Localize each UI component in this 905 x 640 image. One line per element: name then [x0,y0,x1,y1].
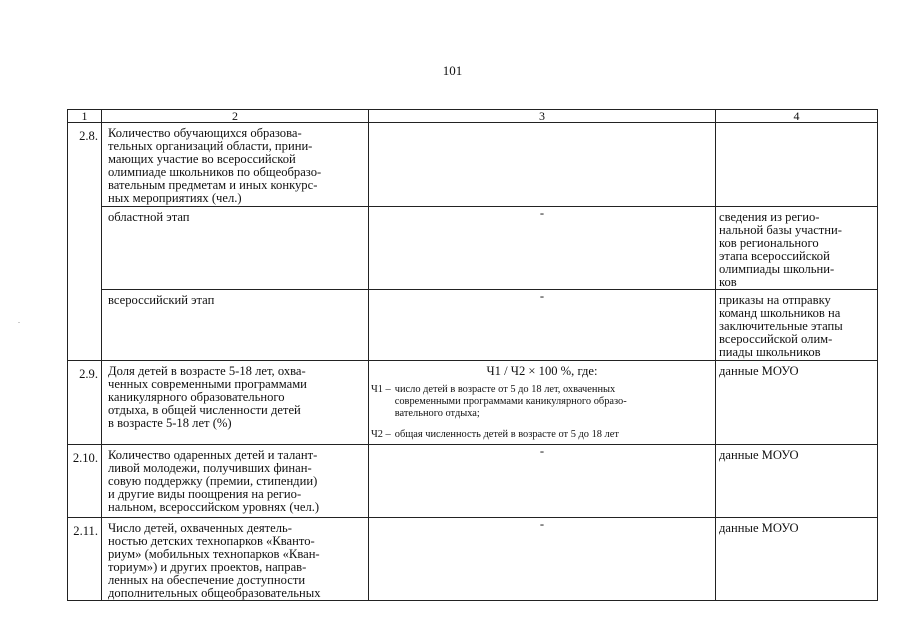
source-text: сведения из регио- нальной базы участни- ков регионального этапа всероссийской олимпиады школьни- ков [719,210,842,289]
subrow-label-cell [102,290,369,361]
indicator-cell [102,445,369,518]
definition-text: общая численность детей в возрасте от 5 до 18 лет [394,429,619,440]
indicator-table [67,109,878,601]
subrow-label: всероссийский этап [108,293,215,307]
row-number: 2.10. [68,445,102,518]
formula-main: Ч1 / Ч2 × 100 %, где: [486,364,598,378]
table-row [68,290,878,361]
indicator-text: Количество одаренных детей и талант- ливой молодежи, получивших финан- совую поддержку (премии, стипендии) и другие виды поощрения на регио- нальном, всероссийском уровнях (чел.) [108,448,320,514]
row-number: 2.8. [68,123,102,361]
header-col-3: 3 [369,110,716,123]
source-cell [716,361,878,445]
formula-cell [369,361,716,445]
source-cell [716,290,878,361]
formula-cell: - [369,207,716,290]
formula-definition [371,429,713,441]
source-cell [716,123,878,207]
table-header-row [68,110,878,123]
source-text: приказы на отправку команд школьников на заключительные этапы всероссийской олим- пиады школьников [719,293,843,359]
source-text: данные МОУО [719,448,799,462]
indicator-text: Доля детей в возрасте 5-18 лет, охва- ченных современными программами каникулярного образовательного отдыха, в общей численности детей в возрасте 5-18 лет (%) [108,364,307,430]
subrow-label-cell [102,207,369,290]
table-row [68,518,878,601]
header-col-2: 2 [102,110,369,123]
header-col-4: 4 [716,110,878,123]
indicator-cell [102,361,369,445]
formula-cell: - [369,518,716,601]
table-row [68,445,878,518]
scan-mark [18,322,20,323]
table-row [68,207,878,290]
indicator-text: Количество обучающихся образова- тельных организаций области, прини- мающих участие во всероссийской олимпиаде школьников по общеобразо- вательным предметам и иных конкурс- ных мероприятиях (чел.) [108,126,322,205]
row-number: 2.11. [68,518,102,601]
row-number: 2.9. [68,361,102,445]
source-text: данные МОУО [719,521,799,535]
source-cell [716,518,878,601]
definition-key: Ч1 – [371,384,391,395]
source-cell [716,445,878,518]
header-col-1: 1 [68,110,102,123]
formula-cell [369,123,716,207]
indicator-cell [102,518,369,601]
table-row [68,123,878,207]
indicator-text: Число детей, охваченных деятель- ностью детских технопарков «Кванто- риум» (мобильных технопарков «Кван- ториум») и других проектов, направ- ленных на обеспечение доступности дополнительных общеобразовательных [108,521,321,600]
page-number: 101 [442,63,463,78]
source-cell [716,207,878,290]
formula-definition [371,384,713,420]
source-text: данные МОУО [719,364,799,378]
formula-cell: - [369,290,716,361]
definition-key: Ч2 – [371,429,391,440]
indicator-cell [102,123,369,207]
table-row [68,361,878,445]
formula-cell: - [369,445,716,518]
subrow-label: областной этап [108,210,190,224]
definition-text: число детей в возрасте от 5 до 18 лет, охваченных современными программами каникулярного образо- вательного отдыха; [394,384,627,419]
